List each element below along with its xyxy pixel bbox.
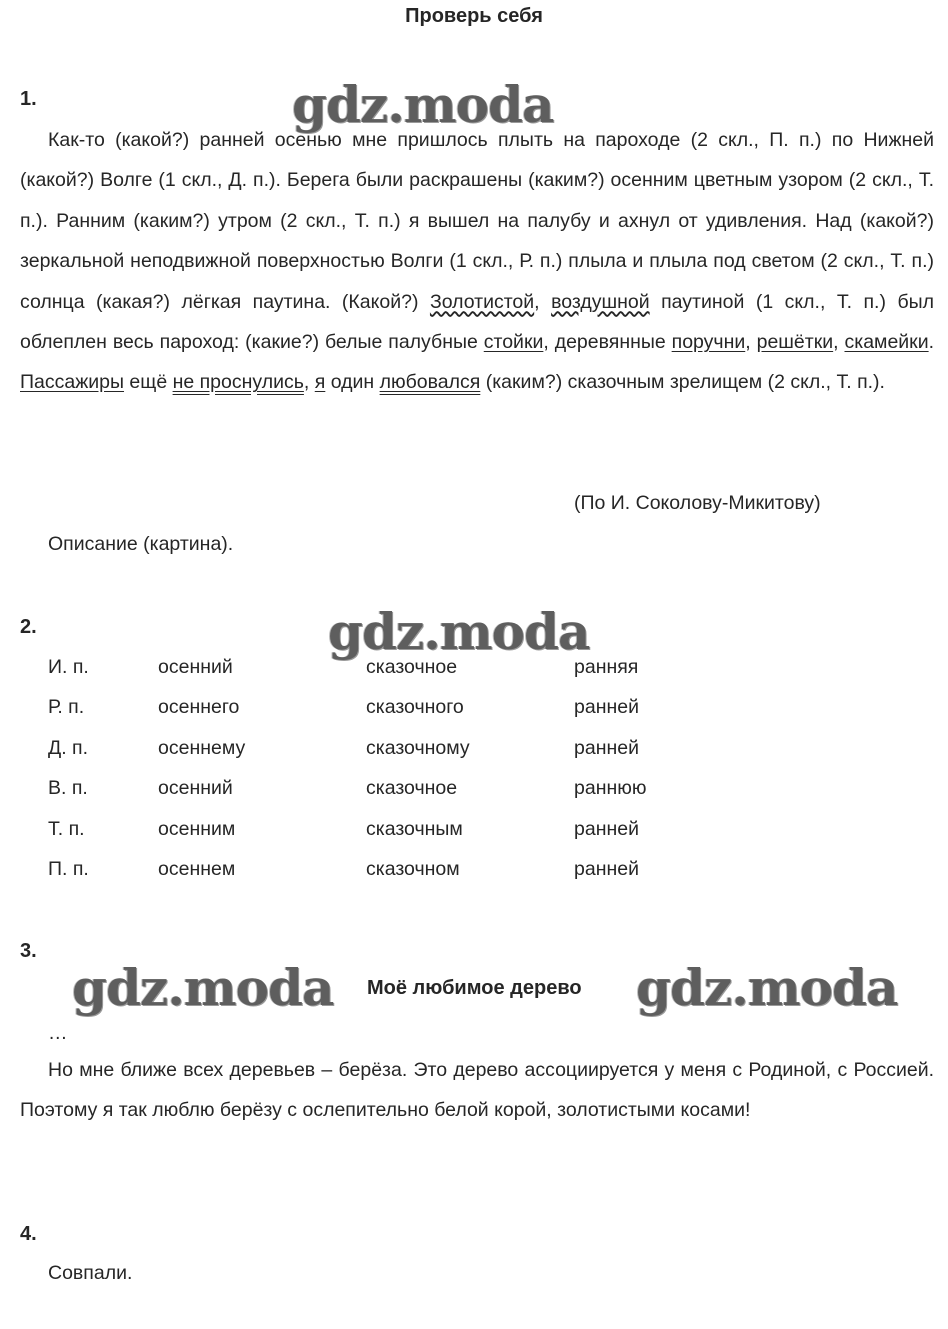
masculine-form: осеннем [158,858,236,881]
text-segment: , [303,371,315,394]
text-segment: . [928,331,935,354]
table-row [48,647,734,688]
neuter-form: сказочным [366,817,463,840]
masculine-form: осеннего [158,696,240,719]
feminine-form: ранней [574,696,639,719]
text-segment: один [325,371,380,394]
text-segment: , деревянные [543,331,672,354]
feminine-form: ранней [574,858,639,881]
masculine-form: осенним [158,817,236,840]
feminine-form: ранняя [574,655,639,678]
watermark-logo: gdz.moda [72,958,334,1017]
essay-title: Моё любимое дерево [367,977,582,999]
watermark-logo: gdz.moda [292,75,554,134]
case-label: В. п. [48,777,88,800]
page-title: Проверь себя [405,5,543,27]
underlined-word: скамейки [844,331,929,354]
text-segment: , [833,331,845,354]
underlined-word: поручни [671,331,746,354]
table-row [48,728,734,769]
feminine-form: ранней [574,736,639,759]
declension-table-body [48,647,734,890]
watermark-logo: gdz.moda [636,958,898,1017]
case-label: И. п. [48,655,89,678]
case-label: Д. п. [48,736,89,759]
masculine-form: осенний [158,777,233,800]
table-row [48,809,734,850]
task-3-text: Но мне ближе всех деревьев – берёза. Это дерево ассоциируется у меня с Родиной, с Россией. Поэтому я так люблю берёзу с ослепительно белой корой, золотистыми косами! [20,1059,934,1122]
masculine-form: осеннему [158,736,246,759]
task-1-text [20,120,934,403]
masculine-form: осенний [158,655,233,678]
feminine-form: ранней [574,817,639,840]
neuter-form: сказочного [366,696,464,719]
underlined-word: решётки [756,331,834,354]
text-segment: Как-то (какой?) ранней осенью мне пришлось плыть на пароходе (2 скл., П. п.) по Нижней (какой?) Волге (1 скл., Д. п.). Берега были раскрашены (каким?) осенним цветным узором (2 скл., Т. п.). Ранним (каким?) утром (2 скл., Т. п.) я вышел на палубу и ахнул от удивления. Над (какой?) зеркальной неподвижной поверхностью Волги (1 скл., Р. п.) плыла и плыла под светом (2 скл., Т. п.) солнца (какая?) лёгкая паутина. (Какой?) [20,129,934,313]
text-segment: , [745,331,757,354]
declension-table [48,647,734,890]
task-1-number: 1. [20,88,37,110]
underlined-word: Золотистой [429,290,535,313]
case-label: Р. п. [48,696,85,719]
author-attribution: (По И. Соколову-Микитову) [574,492,821,514]
neuter-form: сказочному [366,736,470,759]
task-3-number: 3. [20,940,37,962]
case-label: Т. п. [48,817,85,840]
neuter-form: сказочное [366,655,458,678]
underlined-word: Пассажиры [20,371,125,394]
underlined-word: не проснулись [172,371,304,394]
task-4-answer: Совпали. [48,1262,133,1284]
ellipsis: … [48,1022,68,1044]
underlined-word: я [314,371,326,394]
text-segment: (каким?) сказочным зрелищем (2 скл., Т. п.). [480,371,885,394]
underlined-word: воздушной [551,290,650,313]
text-segment: паутиной (1 скл., Т. п.) был облеплен весь пароход: (какие?) белые палубные [20,290,935,354]
case-label: П. п. [48,858,89,881]
table-row [48,769,734,810]
task-2-number: 2. [20,616,37,638]
underlined-word: любовался [379,371,481,394]
task-1-answer: Описание (картина). [48,533,234,555]
feminine-form: раннюю [574,777,647,800]
underlined-word: стойки [483,331,544,354]
watermark-logo: gdz.moda [328,602,590,661]
text-segment: ещё [124,371,173,394]
table-row [48,688,734,729]
neuter-form: сказочное [366,777,458,800]
task-4-number: 4. [20,1223,37,1245]
table-row [48,850,734,891]
neuter-form: сказочном [366,858,460,881]
text-segment: , [534,290,540,313]
text-segment [540,291,551,313]
